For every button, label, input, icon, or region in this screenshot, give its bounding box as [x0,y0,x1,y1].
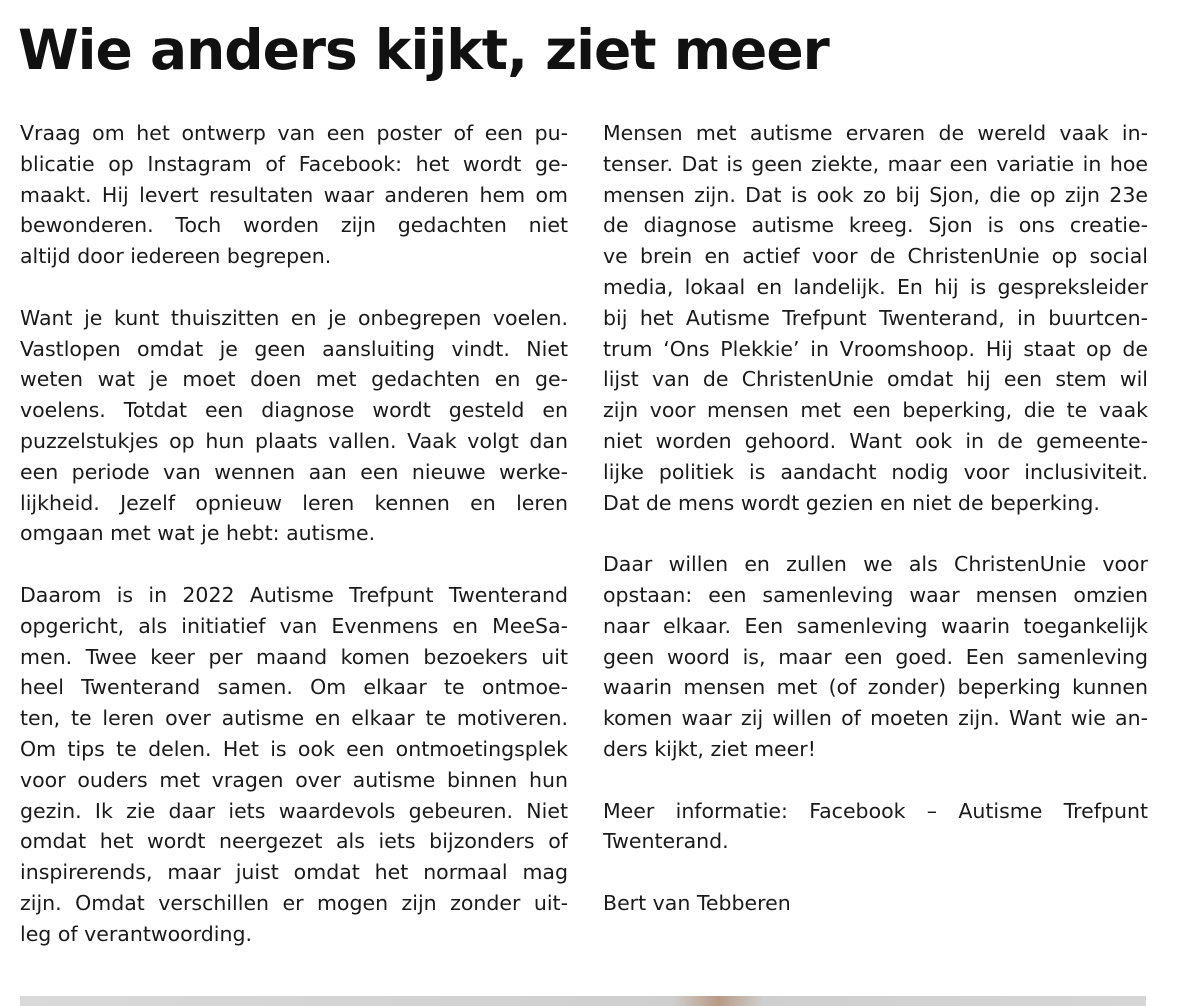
paragraph-line: mensen zijn. Dat is ook zo bij Sjon, die op zijn 23e [603,182,1148,207]
bottom-photo-edge [20,996,1146,1006]
paragraph-gap [20,549,568,580]
paragraph-line: de diagnose autisme kreeg. Sjon is ons creatie- [603,213,1148,238]
paragraph-line: zijn. Omdat verschillen er mogen zijn zonder uit- [20,890,568,915]
paragraph-line: heel Twenterand samen. Om elkaar te ontmoe- [20,675,568,700]
paragraph-line: Daarom is in 2022 Autisme Trefpunt Twenterand [20,582,568,607]
paragraph-line: voor ouders met vragen over autisme binnen hun [20,767,568,792]
paragraph-line: bewonderen. Toch worden zijn gedachten niet [20,213,568,238]
paragraph-line: omdat het wordt neergezet als iets bijzonders of [20,829,568,854]
paragraph-line: ve brein en actief voor de ChristenUnie op social [603,244,1148,269]
paragraph-line: leg of verantwoording. [20,921,253,946]
paragraph-line: gezin. Ik zie daar iets waardevols gebeuren. Niet [20,798,568,823]
paragraph-line: komen waar zij willen of moeten zijn. Want wie an- [603,706,1148,731]
paragraph-line: puzzelstukjes op hun plaats vallen. Vaak volgt dan [20,428,568,453]
paragraph-line: blicatie op Instagram of Facebook: het wordt ge- [20,151,568,176]
paragraph-line: inspirerends, maar juist omdat het normaal mag [20,860,568,885]
article-column-right [603,118,1148,919]
paragraph-gap [603,857,1148,888]
paragraph-line: waarin mensen met (of zonder) beperking kunnen [603,675,1148,700]
paragraph-line: Bert van Tebberen [603,890,791,915]
paragraph-line: omgaan met wat je hebt: autisme. [20,521,376,546]
paragraph-line: maakt. Hij levert resultaten waar anderen hem om [20,182,568,207]
paragraph-line: lijke politiek is aandacht nodig voor inclusiviteit. [603,459,1148,484]
article-title: Wie anders kijkt, ziet meer [18,18,829,82]
paragraph-gap [20,272,568,303]
paragraph-line: naar elkaar. Een samenleving waarin toegankelijk [603,613,1148,638]
paragraph-line: opgericht, als initiatief van Evenmens en MeeSa- [20,613,568,638]
paragraph-line: ders kijkt, ziet meer! [603,736,816,761]
paragraph-line: lijkheid. Jezelf opnieuw leren kennen en leren [20,490,568,515]
paragraph-line: altijd door iedereen begrepen. [20,244,332,269]
paragraph-line: Vastlopen omdat je geen aansluiting vindt. Niet [20,336,568,361]
paragraph-line: trum ‘Ons Plekkie’ in Vroomshoop. Hij staat op de [603,336,1148,361]
paragraph-line: bij het Autisme Trefpunt Twenterand, in buurtcen- [603,305,1148,330]
paragraph-line: Dat de mens wordt gezien en niet de beperking. [603,490,1100,515]
paragraph-line: tenser. Dat is geen ziekte, maar een variatie in hoe [603,151,1148,176]
paragraph-line: opstaan: een samenleving waar mensen omzien [603,582,1148,607]
paragraph-line: geen woord is, maar een goed. Een samenleving [603,644,1148,669]
paragraph-line: media, lokaal en landelijk. En hij is gespreksleider [603,274,1148,299]
paragraph-gap [603,518,1148,549]
paragraph-line: Om tips te delen. Het is ook een ontmoetingsplek [20,736,568,761]
paragraph-line: Daar willen en zullen we als ChristenUnie voor [603,552,1148,577]
paragraph-line: lijst van de ChristenUnie omdat hij een stem wil [603,367,1148,392]
paragraph-line: voelens. Totdat een diagnose wordt gesteld en [20,398,568,423]
paragraph-line: Mensen met autisme ervaren de wereld vaak in- [603,121,1148,145]
paragraph-line: weten wat je moet doen met gedachten en ge- [20,367,568,392]
paragraph-gap [603,765,1148,796]
article-column-left [20,118,568,950]
paragraph-line: men. Twee keer per maand komen bezoekers uit [20,644,568,669]
paragraph-line: een periode van wennen aan een nieuwe werke- [20,459,568,484]
paragraph-line: niet worden gehoord. Want ook in de gemeente- [603,428,1148,453]
paragraph-line: Vraag om het ontwerp van een poster of een pu- [20,121,568,145]
paragraph-line: Twenterand. [603,829,729,854]
paragraph-line: Meer informatie: Facebook – Autisme Trefpunt [603,798,1148,823]
paragraph-line: zijn voor mensen met een beperking, die te vaak [603,398,1148,423]
paragraph-line: ten, te leren over autisme en elkaar te motiveren. [20,706,568,731]
paragraph-line: Want je kunt thuiszitten en je onbegrepen voelen. [20,305,568,330]
